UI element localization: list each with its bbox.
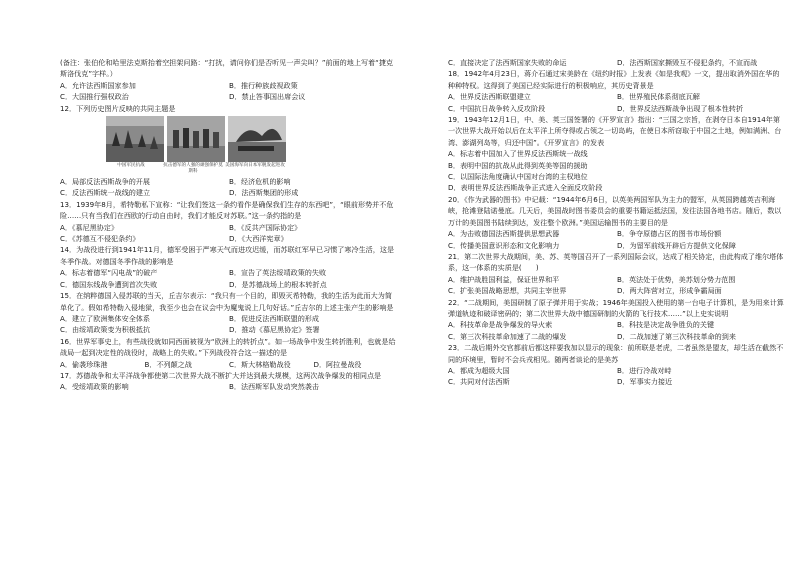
q21-options bbox=[448, 274, 786, 297]
left-column bbox=[60, 57, 398, 393]
option: A．科技革命是战争爆发的导火索 bbox=[448, 320, 553, 330]
q23-options bbox=[448, 365, 786, 388]
option: D．两大阵营对立，形成争霸局面 bbox=[617, 286, 722, 296]
option: C．共同对付法西斯 bbox=[448, 377, 510, 387]
option: A．世界反法西斯联盟建立 bbox=[448, 92, 531, 102]
option: B．推行种族歧视政策 bbox=[229, 80, 298, 90]
question-14: 14．为战役进行到1941年11月，德军受困于严寒天气而进攻迟缓，而苏联红军早已习惯了寒冷生活，这是冬季作战。对德国冬季作战的影响是 bbox=[60, 245, 395, 266]
question-13: 13．1939年8月，希特勒私下宣称：“让我们签这一条约看作是确保我们生存的东西吧”，“眼前形势并不危险……只有当我们在西欧的行动自由时，我们才能反对苏联。”这一条约指的是 bbox=[60, 199, 394, 221]
q17-options-continued bbox=[448, 57, 786, 68]
option: C．《苏德互不侵犯条约》 bbox=[60, 234, 140, 244]
option: A．受绥靖政策的影响 bbox=[60, 382, 129, 392]
question-19: 19．1943年12月1日，中、美、英三国签署的《开罗宣言》指出：“三国之宗旨，在剥夺日本自1914年第一次世界大战开始以后在太平洋上所夺得或占领之一切岛屿，在使日本所窃取于中国之土地，例如满洲、台湾、澎湖列岛等，归还中国”。《开罗宣言》的发表 bbox=[448, 115, 782, 147]
option: B．表明中国的抗战从此得到英美等国的援助 bbox=[448, 160, 588, 170]
option: A．《慕尼黑协定》 bbox=[60, 222, 119, 232]
option: D．表明世界反法西斯战争正式进入全面反攻阶段 bbox=[448, 183, 603, 193]
photo-caption: 中国军民抗战 bbox=[117, 163, 145, 169]
q13-options bbox=[60, 222, 398, 245]
q17-options bbox=[60, 381, 398, 392]
cartoon-note: (备注：张伯伦和哈里法克斯抬着空担架问路：“打扰，请问你们是否听见一声尖叫？”前面的地上写着“捷克斯洛伐克”字样。） bbox=[60, 58, 394, 79]
option: D．法西斯集团的形成 bbox=[229, 188, 299, 198]
option: C．大国推行强权政治 bbox=[60, 92, 129, 102]
q18-options bbox=[448, 91, 786, 114]
option: C．直接决定了法西斯国家失败的命运 bbox=[448, 58, 567, 67]
option: C．中国抗日战争转入反攻阶段 bbox=[448, 103, 546, 113]
option: A．都成为超级大国 bbox=[448, 365, 510, 375]
option: A．标志着中国加入了世界反法西斯统一战线 bbox=[448, 149, 588, 159]
q11-options bbox=[60, 80, 398, 103]
right-column bbox=[448, 57, 786, 388]
question-16: 16．世界军事史上，有些战役就如同西面被视为“欧洲上的转折点”。如一场战争中发生转折胜利，也就是给战局一起到决定性的战役时，战略上的失败。”下列战役符合这一描述的是 bbox=[60, 336, 396, 358]
option: B．促进反法西斯联盟的形成 bbox=[229, 313, 319, 323]
option: C．反法西斯统一战线的建立 bbox=[60, 188, 151, 198]
option: D．是苏德战场上的根本转折点 bbox=[229, 279, 327, 289]
question-20: 20．《作为武器的图书》中记载：“1944年6月6日，以英美两国军队为主力的盟军，从英国跨越英吉利海峡，抢滩登陆诺曼底。几天后，美国战时图书委员会的重要书籍运抵法国，发往法国各地书店。随后，数以万计的美国图书陆续到达，发往整个欧洲。”美国运输图书的主要目的是 bbox=[448, 194, 782, 227]
q22-options bbox=[448, 319, 786, 342]
option: C．德国东线战争遭到首次失败 bbox=[60, 279, 158, 289]
option: B．争夺原德占区的图书市场份额 bbox=[617, 229, 722, 239]
q12-options bbox=[60, 176, 398, 199]
q14-options bbox=[60, 267, 398, 290]
q15-options bbox=[60, 313, 398, 336]
option: D．禁止答事国出席会议 bbox=[229, 92, 306, 102]
option: A．为击败德国法西斯提供思想武器 bbox=[448, 229, 560, 239]
option: A．局部反法西斯战争的开展 bbox=[60, 177, 150, 187]
q19-options bbox=[448, 148, 786, 194]
photo-captions bbox=[100, 163, 398, 175]
question-17: 17．苏德战争和太平洋战争都使第二次世界大战不断扩大并达到最大规模，这两次战争爆发的相同点是 bbox=[60, 370, 382, 380]
option: D．阿拉曼战役 bbox=[313, 359, 362, 369]
option: D．二战加速了第三次科技革命的到来 bbox=[617, 331, 736, 341]
photo-naval-attack bbox=[228, 116, 286, 162]
option: D．法西斯国家撕毁互不侵犯条约，不宣而战 bbox=[617, 58, 758, 67]
photo-caption: 抗击德军的人强的顽强保护莫斯科 bbox=[163, 163, 223, 175]
history-photos bbox=[106, 116, 398, 162]
option: B．宣告了英法绥靖政策的失败 bbox=[229, 268, 327, 278]
option: C．以国际法角度确认中国对台湾的主权地位 bbox=[448, 172, 588, 182]
question-22: 22．“二战期间，美国研制了原子弹并用于实战；1946年美国投入使用的第一台电子计算机，是为用来计算弹道轨迹和破译密码的；第二次世界大战中德国研制的火箭的飞行技术……”以上史实说明 bbox=[448, 297, 784, 318]
option: A．维护战胜国利益，保证世界和平 bbox=[448, 274, 560, 284]
option: B．不列颠之战 bbox=[144, 359, 192, 369]
option: B．世界殖民体系彻底瓦解 bbox=[617, 92, 700, 102]
option: B．英法处于优势，美苏划分势力范围 bbox=[617, 274, 736, 284]
photo-moscow-defense bbox=[167, 116, 225, 162]
option: A．偷袭珍珠港 bbox=[60, 359, 108, 369]
q16-options bbox=[60, 359, 398, 370]
option: C．第三次科技革命加速了二战的爆发 bbox=[448, 331, 567, 341]
option: A．标志着德军“闪电战”的破产 bbox=[60, 268, 158, 278]
option: D．为留军前线开辟后方提供文化保障 bbox=[617, 240, 736, 250]
q20-options bbox=[448, 228, 786, 251]
option: A．建立了欧洲集体安全体系 bbox=[60, 313, 150, 323]
option: D．军事实力接近 bbox=[617, 377, 673, 387]
option: C．由绥靖政策变为积极抵抗 bbox=[60, 325, 151, 335]
option: A．允许法西斯国家参加 bbox=[60, 80, 136, 90]
question-12: 12．下列历史图片反映的共同主题是 bbox=[60, 103, 176, 113]
question-15: 15．在纳粹德国入侵苏联的当天，丘吉尔表示：“我只有一个目的，即毁灭希特勒，我的生活为此而大为简单化了。假如希特勒入侵地狱，我至少也会在议会中为魔鬼说上几句好话。”丘吉尔的上述主张产生的影响是 bbox=[60, 291, 394, 312]
option: D．推动《慕尼黑协定》签署 bbox=[229, 325, 320, 335]
option: B．经济危机的影响 bbox=[229, 177, 291, 187]
option: B．法西斯军队发动突然袭击 bbox=[229, 382, 319, 392]
photo-chinese-resistance bbox=[106, 116, 164, 162]
option: B．进行冷战对峙 bbox=[617, 365, 672, 375]
question-23: 23．二战后期外交官都前后都这样要我加以显示的现象：前所联是老虎，二者虽然是盟友，却生活在截然不同的环境里，暂时不会兵戎相见。随两者谈论的是美苏 bbox=[448, 343, 784, 364]
option: B．科技是决定战争胜负的关键 bbox=[617, 320, 715, 330]
option: D．《大西洋宪章》 bbox=[229, 234, 288, 244]
option: B．《反共产国际协定》 bbox=[229, 222, 302, 232]
question-18: 18．1942年4月23日，蒋介石通过宋美龄在《纽约时报》上发表《如是我观》一文，提出取消外国在华的种种特权。这得到了美国已经实际进行的积极响应，其历史背景是 bbox=[448, 69, 780, 90]
option: C．传播美国意识形态和文化影响力 bbox=[448, 240, 560, 250]
option: C．扩张美国战略思想，共同主宰世界 bbox=[448, 286, 567, 296]
question-21: 21．第二次世界大战期间，美、苏、英等国召开了一系列国际会议，达成了相关协定，由此构成了维尔塔体系，这一体系的实质是( ) bbox=[448, 251, 784, 273]
option: C．斯大林格勒战役 bbox=[229, 359, 291, 369]
photo-caption: 美国海军向日本军舰发起进攻 bbox=[225, 163, 285, 169]
option: D．世界反法西斯战争出现了根本性转折 bbox=[617, 103, 744, 113]
